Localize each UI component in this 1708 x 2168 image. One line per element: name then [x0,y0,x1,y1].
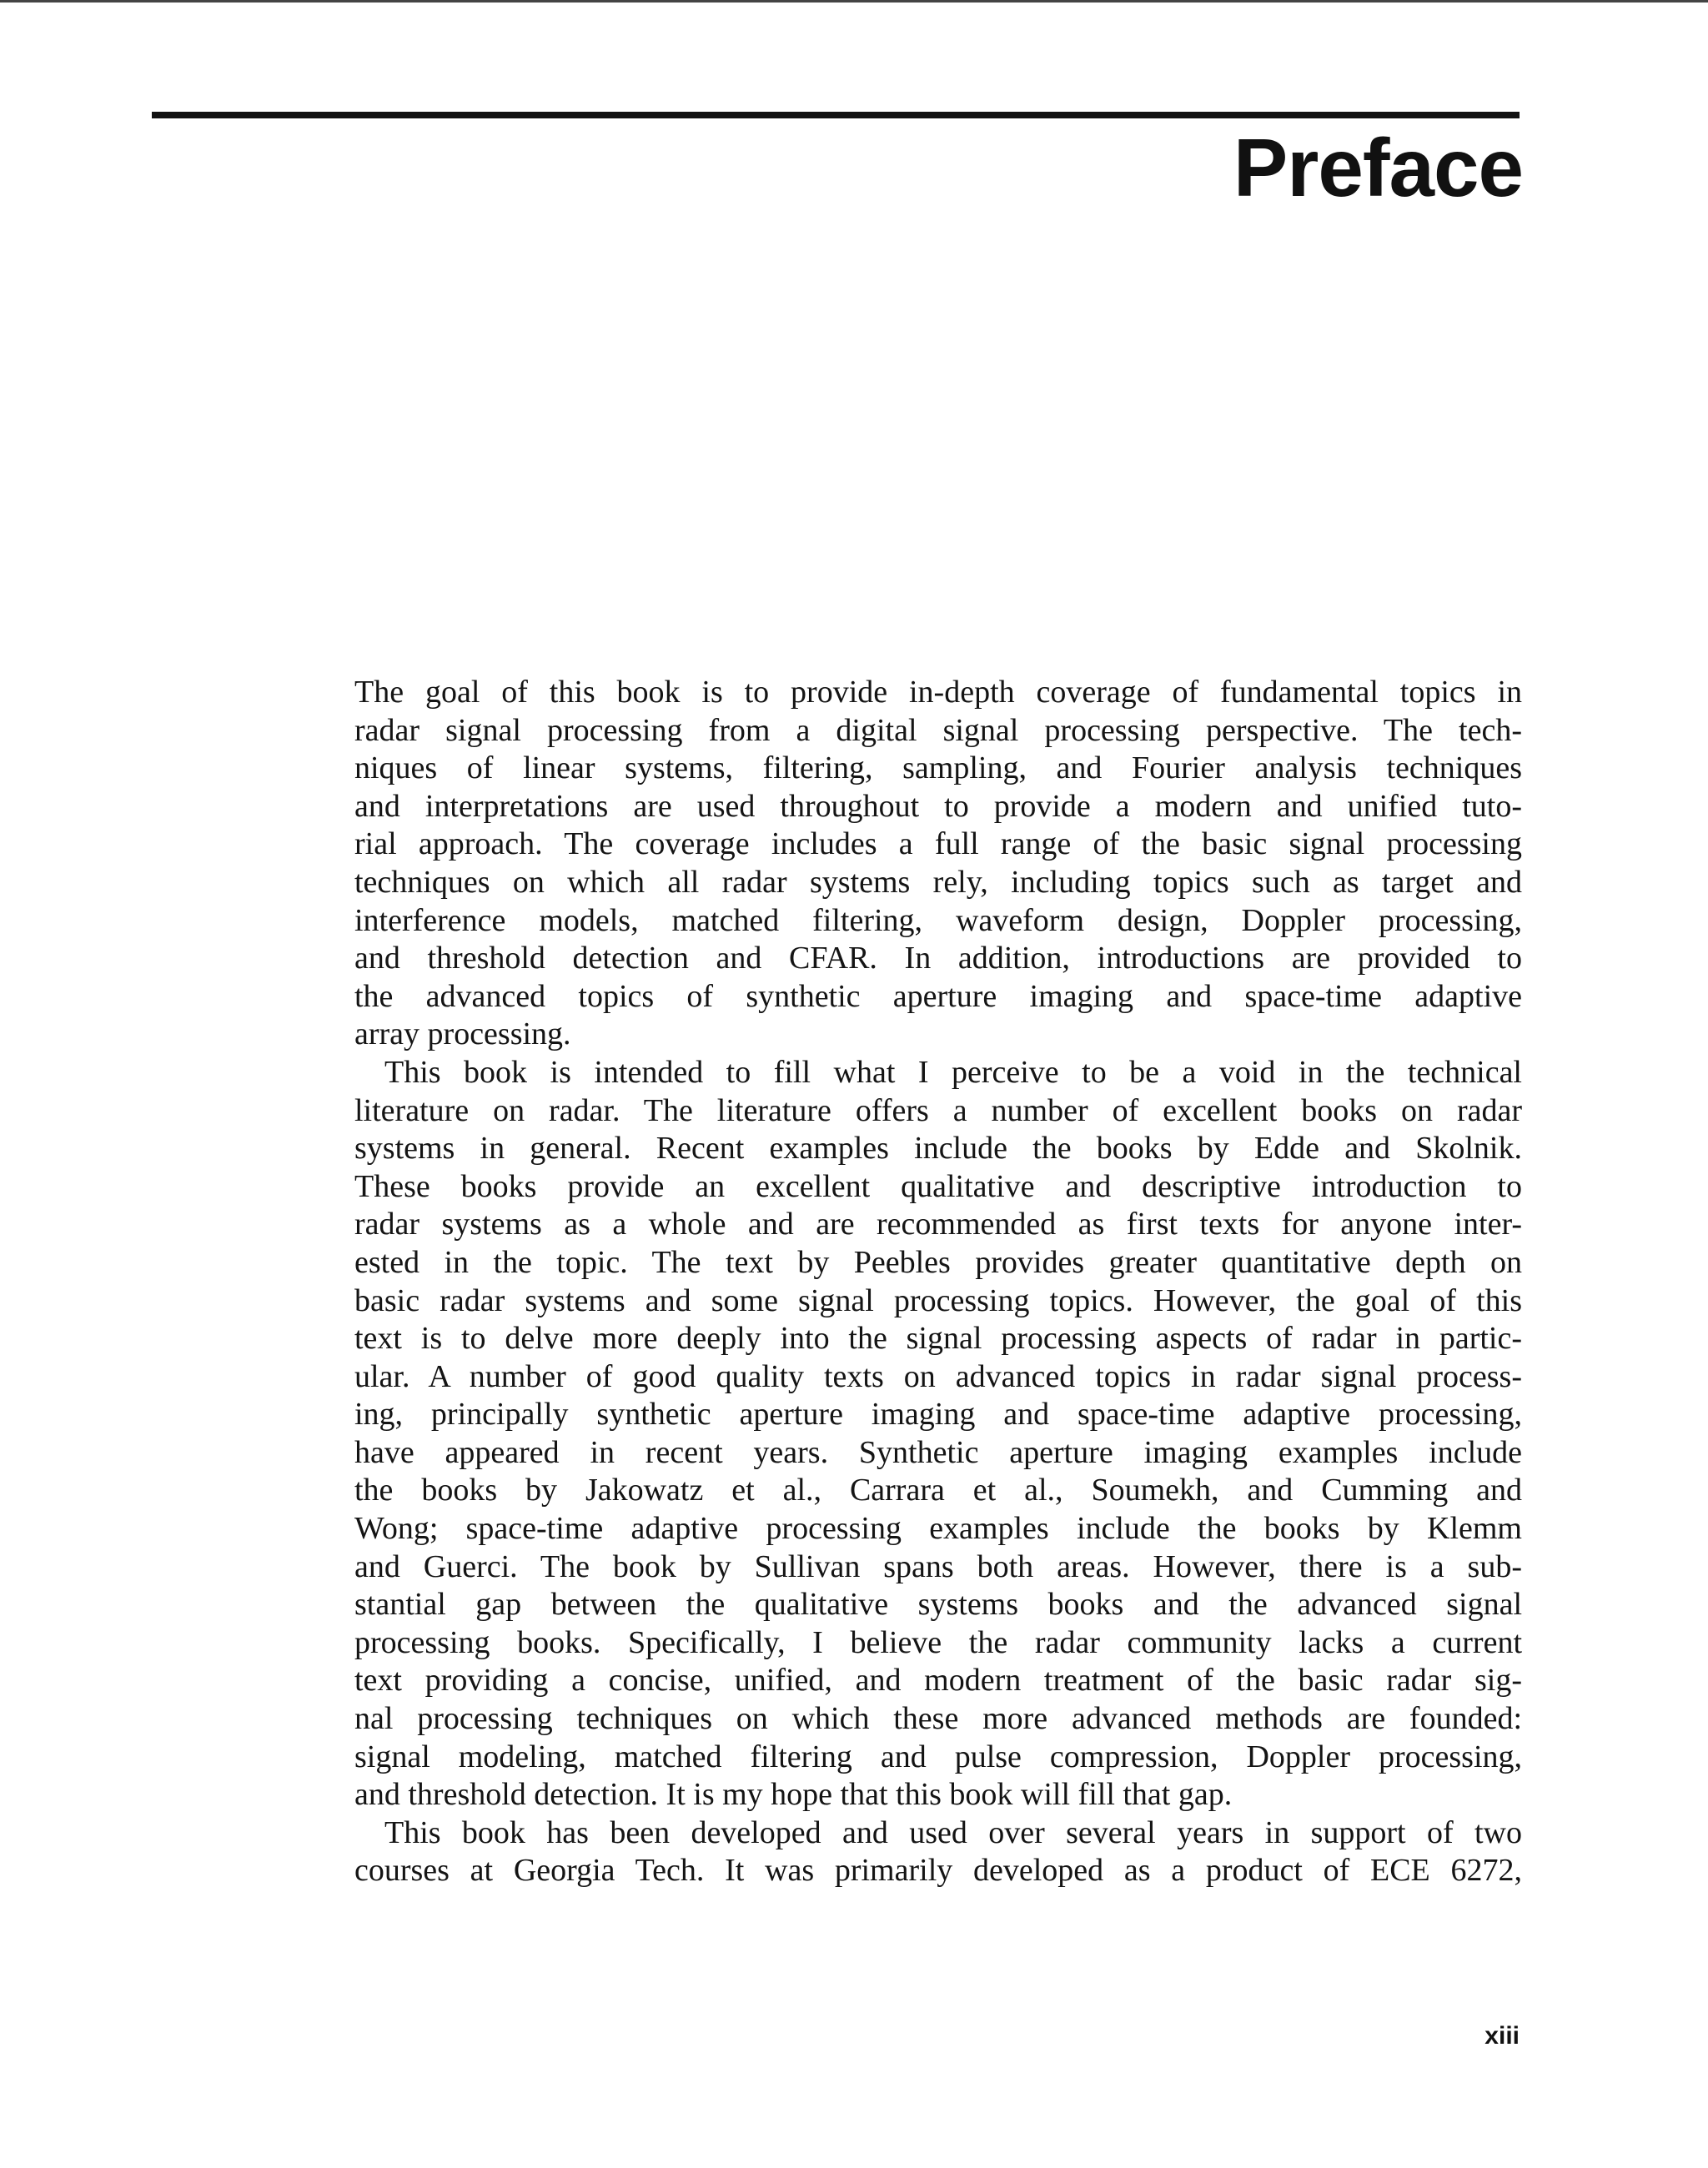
text-line: and interpretations are used throughout to provide a modern and unified tuto- [354,788,1522,824]
text-line: text is to delve more deeply into the signal processing aspects of radar in partic- [354,1321,1522,1357]
text-line: rial approach. The coverage includes a full range of the basic signal processing [354,826,1522,862]
text-line: systems in general. Recent examples include the books by Edde and Skolnik. [354,1131,1522,1167]
page-number: xiii [1484,2022,1520,2050]
header-rule [152,112,1520,118]
text-line: nal processing techniques on which these more advanced methods are founded: [354,1701,1522,1737]
text-line: text providing a concise, unified, and modern treatment of the basic radar sig- [354,1663,1522,1699]
text-line: courses at Georgia Tech. It was primarily developed as a product of ECE 6272, [354,1853,1522,1889]
text-line: Wong; space-time adaptive processing examples include the books by Klemm [354,1511,1522,1547]
text-line: the advanced topics of synthetic aperture imaging and space-time adaptive [354,978,1522,1014]
scan-top-edge [0,0,1708,3]
text-line: have appeared in recent years. Synthetic aperture imaging examples include [354,1434,1522,1470]
text-line: techniques on which all radar systems rely, including topics such as target and [354,864,1522,900]
text-line: basic radar systems and some signal processing topics. However, the goal of this [354,1282,1522,1318]
text-line: stantial gap between the qualitative systems books and the advanced signal [354,1587,1522,1623]
text-line: literature on radar. The literature offers a number of excellent books on radar [354,1092,1522,1128]
text-line: interference models, matched filtering, waveform design, Doppler processing, [354,902,1522,938]
chapter-title: Preface [1233,122,1523,213]
text-line: ested in the topic. The text by Peebles provides greater quantitative depth on [354,1244,1522,1280]
text-line: processing books. Specifically, I believe the radar community lacks a current [354,1624,1522,1660]
text-line: ular. A number of good quality texts on advanced topics in radar signal process- [354,1358,1522,1394]
text-line: and threshold detection and CFAR. In addition, introductions are provided to [354,941,1522,976]
text-line: This book is intended to fill what I perceive to be a void in the technical [384,1054,1522,1090]
text-line: signal modeling, matched filtering and pulse compression, Doppler processing, [354,1739,1522,1774]
text-line: radar systems as a whole and are recommended as first texts for anyone inter- [354,1207,1522,1242]
text-line: array processing. [354,1016,571,1052]
text-line: The goal of this book is to provide in-depth coverage of fundamental topics in [354,675,1522,710]
text-line: the books by Jakowatz et al., Carrara et al., Soumekh, and Cumming and [354,1473,1522,1508]
text-line: niques of linear systems, filtering, sampling, and Fourier analysis techniques [354,750,1522,786]
text-line: These books provide an excellent qualitative and descriptive introduction to [354,1168,1522,1204]
body-text [354,674,1522,1890]
text-line: radar signal processing from a digital signal processing perspective. The tech- [354,712,1522,748]
text-line: ing, principally synthetic aperture imaging and space-time adaptive processing, [354,1397,1522,1433]
text-line: and Guerci. The book by Sullivan spans both areas. However, there is a sub- [354,1548,1522,1584]
text-line: This book has been developed and used over several years in support of two [384,1814,1522,1850]
text-line: and threshold detection. It is my hope that this book will fill that gap. [354,1777,1233,1813]
